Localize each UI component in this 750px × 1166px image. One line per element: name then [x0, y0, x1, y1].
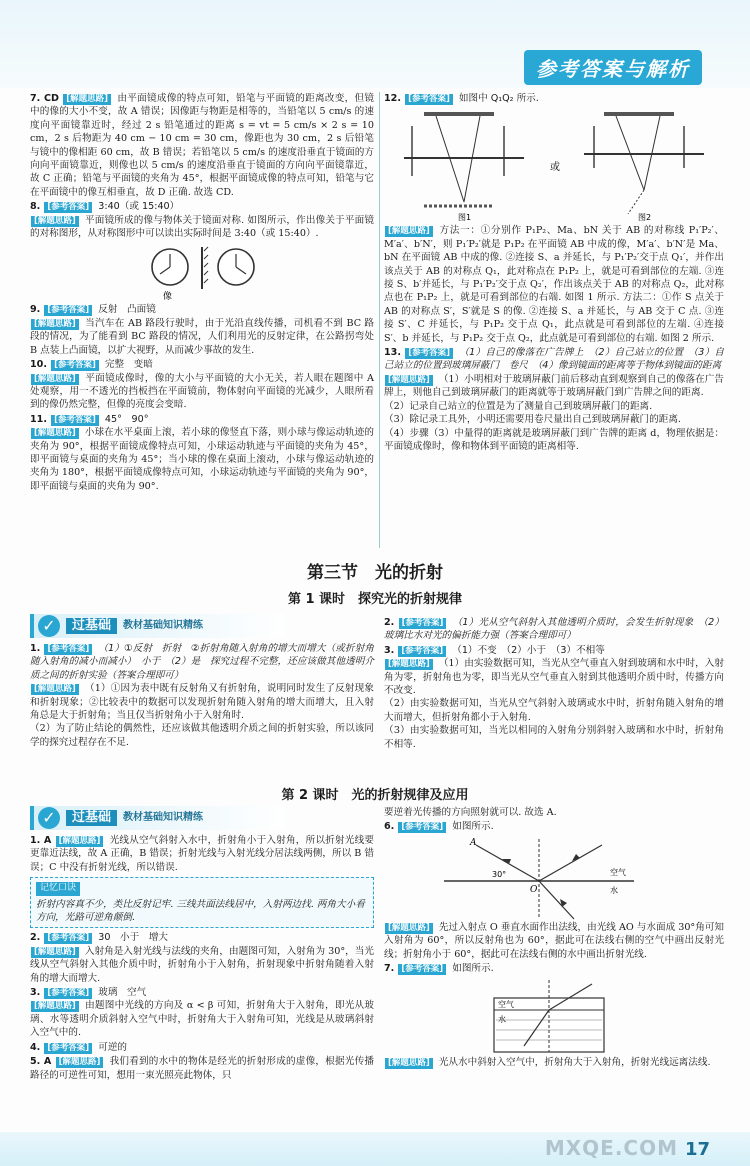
header-title: 参考答案与解析 — [524, 50, 702, 85]
answer-tag: [参考答案] — [398, 646, 446, 657]
answer-tag: [参考答案] — [399, 618, 447, 629]
l2-q3 — [30, 986, 374, 1040]
q11-left — [30, 413, 374, 493]
l1-q3-answer: （1）不变 （2）小于 （3）不相等 — [452, 644, 605, 656]
analysis-tag: [解题思路] — [385, 1058, 433, 1069]
l1-q3-number: 3. — [384, 644, 395, 656]
lesson1-left — [30, 614, 374, 750]
answer-tag: [参考答案] — [44, 933, 92, 944]
q8-text: 平面镜所成的像与物体关于镜面对称. 如图所示，作出像关于平面镜的对称图形，从对称图形中可以读出实际时间是 3:40（或 15:40）. — [30, 214, 374, 240]
l2-q4-answer: 可逆的 — [98, 1041, 128, 1053]
q9-text: 当汽车在 AB 路段行驶时，由于光沿直线传播，司机看不到 BC 路段的情况，为了能看到 BC 路段的情况，人们利用光的反射定律，在公路拐弯处 B 点装上凸面镜，以扩大视野，从而减少事故的发生. — [30, 317, 374, 356]
q10-answer: 完整 变暗 — [104, 359, 153, 371]
check-icon: ✓ — [38, 807, 60, 829]
l2-q2-text: 入射角是入射光线与法线的夹角，由题图可知，入射角为 30°，当光线从空气斜射入其他介质中时，折射角小于入射角，折射现象中折射角随着入射角的增大而增大. — [30, 945, 374, 984]
or-label: 或 — [550, 162, 560, 174]
l2-q7 — [384, 962, 724, 975]
memory-text: 折射内容真不少，类比反射记牢. 三线共面法线居中，入射两边找. 两角大小看方向，光路可逆角颠倒. — [36, 898, 365, 924]
analysis-tag: [解题思路] — [31, 684, 79, 695]
page-header — [0, 0, 750, 88]
q12-text: 方法一：①分别作 P₁P₂、Ma、bN 关于 AB 的对称线 P₁′P₂′、M′a′、b′N′，则 P₁′P₂′就是 P₁P₂ 在平面镜 AB 中成的像，M′a′、b′N′是 Ma、bN 在平面镜 AB 中成的像. ②连接 S、a 并延长，与 P₁′P₂′交于点 Q₁′，并作出该点关于 AB 的对称点 Q₁，此对称点在 P₁P₂ 上，就是可看到部位的左端. ③连接 S、b′并延长，与 P₁′P₂′交于点 Q₂′，作出该点关于 AB 的对称点 Q₂，此对称点也在 P₁P₂ 上，就是可看到部位的右端. 如图 1 所示. 方法二：①作 S 点关于 AB 的对称点 S′，S′就是 S 的像. ②连接 S、a 并延长，与 AB 交于 C 点. ③连接 S′、C 并延长，与 P₁P₂ 交于点 Q₁，此点就是可看到部位的左端. ④连接 S′、b 并延长，与 P₁P₂ 交于点 Q₂，此点就是可看到部位的右端. 如图 2 所示. — [384, 225, 724, 344]
analysis-tag: [解题思路] — [31, 428, 79, 439]
q10-number: 10. — [30, 359, 47, 371]
answer-tag: [参考答案] — [398, 822, 446, 833]
l2-q2-number: 2. — [30, 932, 41, 944]
clock-mirror-figure — [30, 241, 374, 303]
figure-1 — [404, 112, 524, 222]
lesson2-title: 第 2 课时 光的折射规律及应用 — [281, 788, 469, 803]
water-label: 水 — [610, 885, 618, 895]
lesson1-right — [384, 616, 724, 752]
l2-q5-cont: 要逆着光传播的方向照射就可以. 故选 A. — [384, 807, 557, 818]
l2-q6-analysis — [384, 921, 724, 961]
lesson2-right — [384, 806, 724, 1071]
answer-tag: [参考答案] — [405, 94, 453, 105]
l2-q1-number: 1. A — [30, 835, 52, 846]
point-o-label: O — [530, 884, 538, 895]
watermark: MXQE.COM — [544, 1136, 678, 1160]
q11-answer: 45° 90° — [104, 413, 149, 425]
q9-answer: 反射 凸面镜 — [98, 304, 156, 316]
lesson1-title: 第 1 课时 探究光的折射规律 — [287, 592, 463, 607]
answer-tag: [参考答案] — [398, 964, 446, 975]
air-label: 空气 — [498, 1000, 514, 1010]
q9-left — [30, 303, 374, 357]
q11-number: 11. — [30, 413, 47, 425]
figure-2 — [584, 112, 704, 222]
l2-q5-number: 5. A — [30, 1056, 52, 1068]
l1-q3-text-3: （3）由实验数据可知，当光以相同的入射角分别斜射入玻璃和水中时，折射角不相等. — [384, 725, 724, 750]
q8-number: 8. — [30, 201, 41, 213]
answer-tag: [参考答案] — [405, 348, 453, 359]
l2-q3-text: 由题图中光线的方向及 α < β 可知，折射角大于入射角，即光从玻璃、水等透明介质斜射入空气中时，折射角大于入射角可知，光线是从玻璃斜射入空气中的. — [30, 1000, 374, 1039]
l2-q6-text: 先过入射点 O 垂直水面作出法线，由光线 AO 与水面成 30°角可知入射角为 60°，所以反射角也为 60°，据此可在法线右侧的空气中画出反射光线；折射角小于 60°，据此可在法线右侧的水中画出折射光线. — [384, 921, 725, 960]
q9-number: 9. — [30, 304, 41, 316]
q7-text: 由平面镜成像的特点可知，铅笔与平面镜的距离改变，但镜中的像的大小不变，故 A 错误；因像距与物距是相等的，当铅笔以 5 cm/s 的速度向平面镜靠近时，经过 2 s 铅笔通过的距离 s = vt = 5 cm/s × 2 s = 10 cm，2 s 后物距为 40 cm − 10 cm = 30 cm，像距也为 30 cm，2 s 后铅笔与镜中的像相距 60 cm，故 B 错误；若铅笔以 5 cm/s 的速度沿垂直于镜面的方向向平面镜靠近，则像也以 5 cm/s 的速度沿垂直于镜面的方向向平面镜靠近，故 C 正确；铅笔与平面镜的夹角为 45°，根据平面镜成像的特点可知，铅笔与它在平面镜中的像互相垂直，故 D 正确. 故选 CD. — [30, 93, 374, 198]
l1-q2 — [384, 616, 724, 643]
answer-tag: [参考答案] — [44, 1043, 92, 1054]
refraction-figure-q7 — [384, 976, 724, 1056]
analysis-tag: [解题思路] — [56, 836, 104, 847]
l2-q5-text: 我们看到的水中的物体是经光的折射形成的虚像，根据光传播路径的可逆性可知，想用一束光照亮此物体，只 — [30, 1056, 374, 1081]
l2-q3-number: 3. — [30, 987, 41, 999]
right-column — [384, 92, 724, 552]
l2-q7-text: 光从水中斜射入空气中，折射角大于入射角，折射光线远离法线. — [438, 1057, 711, 1069]
q8-left — [30, 200, 374, 240]
l2-q1-text: 光线从空气斜射入水中，折射角小于入射角，所以折射光线要更靠近法线，故 A 正确，B 错误；折射光线与入射光线分居法线两侧，所以 B 错误；C 中没有折射光线，所以错误. — [30, 835, 374, 873]
memory-title: 记忆口诀 — [36, 882, 80, 895]
q12-analysis — [384, 224, 724, 345]
q13-text-3: （3）除记录工具外，小明还需要用卷尺量出自己到玻璃屏蔽门的距离. — [384, 414, 681, 426]
point-a-label: A — [470, 837, 477, 848]
l2-q2 — [30, 931, 374, 985]
l2-q6-answer: 如图所示. — [452, 821, 494, 833]
left-column — [30, 92, 374, 552]
q10-left — [30, 358, 374, 412]
section-title: 第三节 光的折射 — [307, 563, 443, 583]
check-icon: ✓ — [38, 615, 60, 637]
l2-q6 — [384, 820, 724, 833]
analysis-tag: [解题思路] — [31, 216, 79, 227]
q13-answer: （1）自己的像落在广告牌上 （2）自己站立的位置 （3）自己站立的位置到玻璃屏蔽门 卷尺 （4）像到镜面的距离等于物体到镜面的距离 — [384, 347, 724, 372]
banner-sub: 教材基础知识精练 — [123, 812, 204, 824]
q12-figures — [384, 106, 724, 224]
analysis-tag: [解题思路] — [31, 947, 79, 958]
l1-q1-number: 1. — [30, 643, 41, 654]
l1-q3-text: （1）由实验数据可知，当光从空气垂直入射到玻璃和水中时，入射角为零，折射角也为零，即当光从空气垂直入射到其他透明介质中时，传播方向不改变. — [384, 658, 724, 697]
analysis-tag: [解题思路] — [385, 226, 433, 237]
mirror-image-label: 像 — [163, 292, 173, 303]
answer-tag: [参考答案] — [51, 360, 99, 371]
q13-text-2: （2）记录自己站立的位置是为了测量自己到玻璃屏蔽门的距离. — [384, 400, 653, 412]
memory-box — [30, 877, 374, 928]
banner-main: 过基础 — [66, 810, 117, 825]
answer-tag: [参考答案] — [51, 415, 99, 426]
lesson2-left — [30, 806, 374, 1083]
column-divider — [379, 92, 380, 548]
q7-number: 7. CD — [30, 93, 59, 104]
q8-answer: 3:40（或 15:40） — [98, 201, 180, 213]
q11-text: 小球在水平桌面上滚，若小球的像竖直下落，则小球与像运动轨迹的夹角为 90°，根据平面镜成像特点可知，小球运动轨迹与平面镜的夹角为 45°，即平面镜与桌面的夹角为 45°；当小球的像在桌面上滚动，小球与像运动轨迹的夹角为 180°，根据平面镜成像特点可知，小球运动轨迹与平面镜的夹角为 90°，即平面镜与桌面的夹角为 90°. — [30, 427, 375, 492]
l2-q2-answer: 30 小于 增大 — [98, 932, 169, 944]
fig2-caption: 图2 — [638, 213, 652, 223]
q12-number: 12. — [384, 93, 401, 104]
answer-tag: [参考答案] — [44, 988, 92, 999]
analysis-tag: [解题思路] — [385, 659, 433, 670]
analysis-tag: [解题思路] — [31, 319, 79, 330]
water-label: 水 — [498, 1015, 506, 1025]
fig1-caption: 图1 — [458, 213, 472, 223]
q13-number: 13. — [384, 347, 401, 359]
analysis-tag: [解题思路] — [63, 94, 111, 105]
l1-q1-text-2: （2）为了防止结论的偶然性，还应该做其他透明介质之间的折射实验，所以该同学的探究过程存在不足. — [30, 723, 374, 748]
q10-text: 平面镜成像时，像的大小与平面镜的大小无关，若人眼在题图中 A 处观察，用一不透光的挡板挡在平面镜前，物体射向平面镜的光减少，人眼所看到的像仍然完整，但像的亮度会变暗. — [30, 372, 374, 411]
banner-main: 过基础 — [66, 618, 117, 633]
q12-answer: 如图中 Q₁Q₂ 所示. — [458, 93, 539, 104]
q13-right — [384, 346, 724, 453]
l1-q2-answer: （1）光从空气斜射入其他透明介质时，会发生折射现象 （2）玻璃比水对光的偏折能力强（答案合理即可） — [384, 617, 724, 642]
l2-q3-answer: 玻璃 空气 — [98, 987, 147, 999]
l1-q3 — [384, 644, 724, 751]
l2-q7-answer: 如图所示. — [452, 963, 494, 975]
analysis-tag: [解题思路] — [56, 1057, 104, 1068]
l2-q4-number: 4. — [30, 1041, 41, 1053]
l2-q1 — [30, 834, 374, 874]
basics-banner — [30, 614, 284, 638]
q7-left — [30, 92, 374, 199]
l2-q6-number: 6. — [384, 821, 395, 833]
q12-right — [384, 92, 724, 105]
l2-q4 — [30, 1041, 374, 1054]
analysis-tag: [解题思路] — [385, 923, 433, 934]
l1-q1-answer: （1）①反射 折射 ②折射角随入射角的增大而增大（或折射角随入射角的减小而减小） 小于 （2）是 探究过程不完整，还应该做其他透明介质之间的折射实验（答案合理即可） — [30, 643, 374, 681]
answer-tag: [参考答案] — [44, 202, 92, 213]
l1-q3-text-2: （2）由实验数据可知，当光从空气斜射入玻璃或水中时，折射角随入射角的增大而增大，但折射角都小于入射角. — [384, 698, 724, 723]
l2-q5 — [30, 1055, 374, 1082]
q13-text: （1）小明相对于玻璃屏蔽门前后移动直到观察到自己的像落在广告牌上，则他自己到玻璃屏蔽门的距离就等于玻璃屏蔽门到广告牌之间的距离. — [384, 373, 724, 399]
banner-sub: 教材基础知识精练 — [123, 620, 204, 632]
page-number: 17 — [684, 1139, 710, 1160]
analysis-tag: [解题思路] — [31, 1001, 79, 1012]
basics-banner — [30, 806, 284, 830]
l2-q7-number: 7. — [384, 963, 395, 975]
refraction-figure-q6 — [384, 835, 724, 921]
angle-label: 30° — [492, 869, 507, 879]
answer-tag: [参考答案] — [44, 305, 92, 316]
air-label: 空气 — [610, 867, 626, 877]
answer-tag: [参考答案] — [44, 644, 92, 655]
q13-text-4: （4）步骤（3）中量得的距离就是玻璃屏蔽门到广告牌的距离 d，物理依据是：平面镜成像时，像和物体到平面镜的距离相等. — [384, 427, 724, 452]
l1-q1-text: （1）①因为表中既有反射角又有折射角，说明同时发生了反射现象和折射现象；②比较表中的数据可以发现折射角随入射角的增大而增大，且入射角总是大于折射角；当且仅当折射角小于入射角时. — [30, 683, 374, 722]
l1-q1 — [30, 642, 374, 749]
analysis-tag: [解题思路] — [385, 375, 433, 386]
page-footer — [0, 1132, 750, 1166]
analysis-tag: [解题思路] — [31, 374, 79, 385]
l1-q2-number: 2. — [384, 617, 395, 628]
l2-q7-analysis — [384, 1056, 724, 1069]
